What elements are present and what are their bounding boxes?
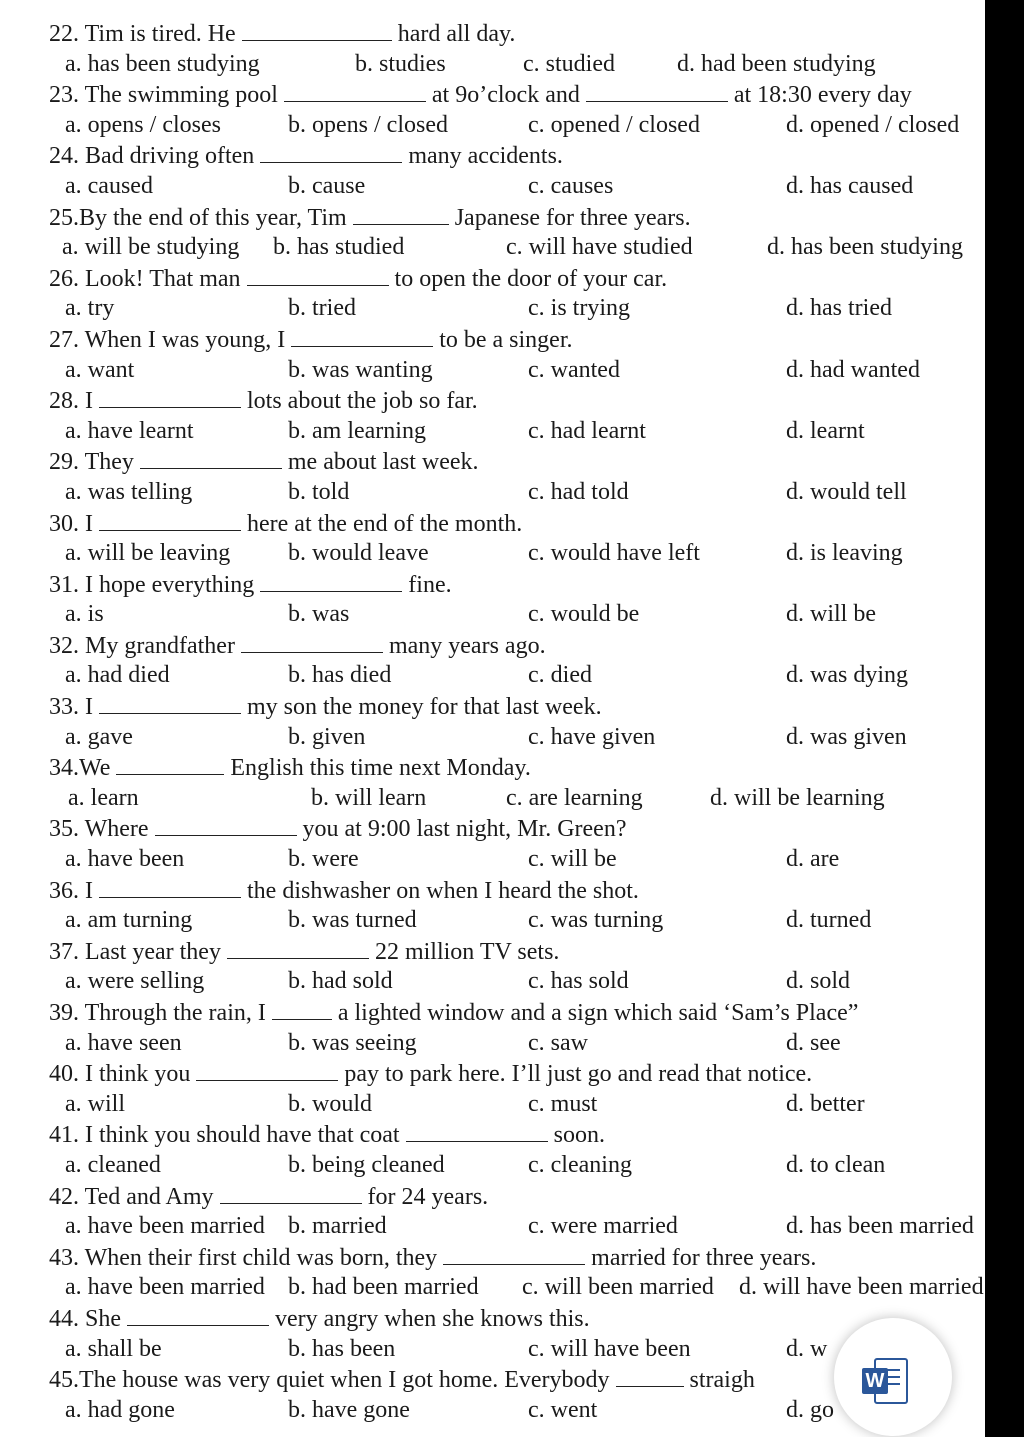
option-b: b. has died <box>288 662 392 689</box>
question-text-after: the dishwasher on when I heard the shot. <box>247 877 639 904</box>
question-36 <box>49 875 985 906</box>
question-number: 26. <box>49 265 79 292</box>
question-text: My grandfather <box>85 632 235 659</box>
question-number: 25. <box>49 204 79 231</box>
option-d: d. go <box>786 1396 834 1423</box>
question-22 <box>49 18 985 49</box>
option-b: b. would leave <box>288 540 429 567</box>
question-41 <box>49 1119 985 1150</box>
options-row <box>49 966 985 997</box>
question-text: When their first child was born, they <box>84 1244 438 1271</box>
question-35 <box>49 813 985 844</box>
option-a: a. will <box>65 1090 125 1117</box>
question-text-after: fine. <box>408 571 452 598</box>
option-b: b. tried <box>288 295 356 322</box>
option-d: d. had been studying <box>677 50 876 77</box>
option-d: d. would tell <box>786 478 907 505</box>
option-c: c. were married <box>528 1213 678 1240</box>
question-text-after: at 9o’clock and <box>431 82 580 109</box>
question-text: I <box>85 877 93 904</box>
answer-blank <box>116 752 224 775</box>
option-c: c. went <box>528 1396 598 1423</box>
option-b: b. has been <box>288 1335 396 1362</box>
question-text: Where <box>84 816 149 843</box>
answer-blank <box>127 1303 269 1326</box>
options-row <box>49 1150 985 1181</box>
question-text: I <box>85 388 93 415</box>
question-text: Through the rain, I <box>84 1000 266 1026</box>
option-d: d. see <box>786 1029 841 1056</box>
option-c: c. saw <box>528 1029 588 1056</box>
question-text-after: me about last week. <box>287 449 479 476</box>
question-text-end: at 18:30 every day <box>733 82 912 109</box>
answer-blank <box>220 1181 362 1204</box>
option-a: a. have been married <box>65 1274 265 1301</box>
answer-blank <box>616 1364 684 1387</box>
option-b: b. would <box>288 1090 372 1117</box>
options-row <box>49 1272 985 1303</box>
answer-blank <box>586 79 728 102</box>
question-text-after: many accidents. <box>408 143 563 170</box>
options-row <box>49 660 985 691</box>
option-b: b. married <box>288 1213 387 1240</box>
options-row <box>49 599 985 630</box>
option-b: b. had sold <box>288 968 393 995</box>
question-text: I hope everything <box>85 571 255 598</box>
question-number: 43. <box>49 1244 79 1271</box>
answer-blank <box>99 385 241 408</box>
question-text-after: soon. <box>553 1122 605 1149</box>
option-c: c. causes <box>528 172 614 199</box>
question-27 <box>49 324 985 355</box>
question-text-after: to open the door of your car. <box>394 265 668 292</box>
question-text: I <box>85 694 93 721</box>
option-d: d. was dying <box>786 662 908 689</box>
question-number: 28. <box>49 388 79 415</box>
option-c: c. are learning <box>506 784 643 811</box>
option-b: b. studies <box>355 50 446 77</box>
question-39 <box>49 997 985 1028</box>
option-b: b. cause <box>288 172 366 199</box>
answer-blank <box>353 202 449 225</box>
option-a: a. has been studying <box>65 50 260 77</box>
option-c: c. cleaning <box>528 1151 632 1178</box>
option-d: d. will be learning <box>710 784 885 811</box>
option-a: a. is <box>65 601 104 628</box>
question-text-after: for 24 years. <box>367 1183 489 1210</box>
options-row <box>49 355 985 386</box>
question-number: 36. <box>49 877 79 904</box>
question-number: 42. <box>49 1183 79 1210</box>
question-text: Bad driving often <box>85 143 255 170</box>
option-d: d. had wanted <box>786 356 920 383</box>
option-d: d. learnt <box>786 417 865 444</box>
option-b: b. told <box>288 478 350 505</box>
options-row <box>49 477 985 508</box>
question-text: We <box>79 755 111 782</box>
question-text-after: pay to park here. I’ll just go and read that notice. <box>344 1061 813 1088</box>
answer-blank <box>247 263 389 286</box>
option-b: b. given <box>288 723 366 750</box>
option-a: a. want <box>65 356 135 383</box>
option-c: c. studied <box>523 50 615 77</box>
option-d: d. has been studying <box>767 234 963 261</box>
option-b: b. has studied <box>273 234 405 261</box>
option-c: c. must <box>528 1090 598 1117</box>
answer-blank <box>227 936 369 959</box>
answer-blank <box>99 508 241 531</box>
option-a: a. try <box>65 295 115 322</box>
question-number: 45. <box>49 1367 79 1394</box>
options-row <box>49 1089 985 1120</box>
option-a: a. have learnt <box>65 417 194 444</box>
options-row <box>49 232 985 263</box>
answer-blank <box>99 875 241 898</box>
question-text-after: a lighted window and a sign which said ‘Sam’s Place” <box>337 1000 859 1026</box>
option-c: c. would be <box>528 601 640 628</box>
question-text: Look! That man <box>85 265 241 292</box>
option-d: d. has been married <box>786 1213 974 1240</box>
option-d: d. was given <box>786 723 907 750</box>
options-row <box>49 110 985 141</box>
question-text-after: here at the end of the month. <box>247 510 523 537</box>
question-26 <box>49 263 985 294</box>
question-33 <box>49 691 985 722</box>
option-a: a. learn <box>68 784 139 811</box>
option-b: b. was seeing <box>288 1029 417 1056</box>
option-c: c. will have been <box>528 1335 691 1362</box>
question-text: They <box>84 449 134 476</box>
option-d: d. will have been married <box>739 1274 984 1301</box>
option-c: c. will have studied <box>506 234 693 261</box>
option-b: b. had been married <box>288 1274 479 1301</box>
options-row <box>49 1211 985 1242</box>
question-text: Last year they <box>85 938 221 965</box>
question-text: By the end of this year, Tim <box>79 204 347 231</box>
option-a: a. am turning <box>65 907 193 934</box>
question-42 <box>49 1181 985 1212</box>
question-number: 44. <box>49 1305 79 1332</box>
answer-blank <box>155 813 297 836</box>
question-32 <box>49 630 985 661</box>
question-number: 41. <box>49 1122 79 1149</box>
question-34 <box>49 752 985 783</box>
question-text-after: you at 9:00 last night, Mr. Green? <box>302 816 627 843</box>
answer-blank <box>99 691 241 714</box>
question-text-after: Japanese for three years. <box>454 204 691 231</box>
option-d: d. better <box>786 1090 865 1117</box>
answer-blank <box>196 1058 338 1081</box>
question-text-after: many years ago. <box>388 632 546 659</box>
answer-blank <box>443 1242 585 1265</box>
option-d: d. will be <box>786 601 876 628</box>
question-23 <box>49 79 985 110</box>
option-d: d. w <box>786 1335 828 1362</box>
question-text: I <box>85 510 93 537</box>
option-a: a. caused <box>65 172 153 199</box>
question-number: 23. <box>49 82 79 109</box>
options-row <box>49 844 985 875</box>
microsoft-word-icon: W <box>860 1355 908 1407</box>
option-b: b. being cleaned <box>288 1151 445 1178</box>
question-24 <box>49 140 985 171</box>
option-c: c. would have left <box>528 540 700 567</box>
option-b: b. was <box>288 601 350 628</box>
option-b: b. will learn <box>311 784 427 811</box>
question-text-after: my son the money for that last week. <box>247 694 602 721</box>
question-text-after: hard all day. <box>397 21 516 47</box>
question-37 <box>49 936 985 967</box>
question-text: The swimming pool <box>84 82 278 109</box>
option-d: d. to clean <box>786 1151 886 1178</box>
options-row <box>49 293 985 324</box>
question-44 <box>49 1303 985 1334</box>
option-b: b. was turned <box>288 907 417 934</box>
option-c: c. opened / closed <box>528 111 700 138</box>
option-a: a. had died <box>65 662 170 689</box>
option-a: a. have seen <box>65 1029 182 1056</box>
answer-blank <box>260 569 402 592</box>
option-b: b. have gone <box>288 1396 410 1423</box>
question-30 <box>49 508 985 539</box>
option-a: a. opens / closes <box>65 111 221 138</box>
question-number: 29. <box>49 449 79 476</box>
options-row <box>49 783 985 814</box>
option-c: c. is trying <box>528 295 630 322</box>
option-a: a. gave <box>65 723 133 750</box>
option-b: b. am learning <box>288 417 426 444</box>
question-number: 30. <box>49 510 79 537</box>
option-a: a. was telling <box>65 478 193 505</box>
options-row <box>49 1028 985 1059</box>
question-text: I think you should have that coat <box>85 1122 400 1149</box>
question-text: She <box>85 1305 121 1332</box>
option-b: b. opens / closed <box>288 111 448 138</box>
option-a: a. will be leaving <box>65 540 231 567</box>
question-29 <box>49 446 985 477</box>
options-row <box>49 905 985 936</box>
question-number: 33. <box>49 694 79 721</box>
options-row <box>49 49 985 80</box>
option-d: d. turned <box>786 907 872 934</box>
question-number: 22. <box>49 21 79 47</box>
option-c: c. wanted <box>528 356 620 383</box>
question-text-after: lots about the job so far. <box>247 388 478 415</box>
option-c: c. died <box>528 662 592 689</box>
option-b: b. were <box>288 846 359 873</box>
answer-blank <box>291 324 433 347</box>
options-row <box>49 538 985 569</box>
option-d: d. has tried <box>786 295 892 322</box>
option-a: a. had gone <box>65 1396 175 1423</box>
option-a: a. have been <box>65 846 185 873</box>
question-number: 27. <box>49 326 79 353</box>
option-d: d. are <box>786 846 840 873</box>
question-text-after: married for three years. <box>591 1244 817 1271</box>
question-text-after: English this time next Monday. <box>230 755 531 782</box>
answer-blank <box>260 140 402 163</box>
question-text-after: very angry when she knows this. <box>275 1305 590 1332</box>
option-d: d. is leaving <box>786 540 903 567</box>
question-text-after: to be a singer. <box>439 326 573 353</box>
option-c: c. has sold <box>528 968 629 995</box>
option-d: d. opened / closed <box>786 111 960 138</box>
answer-blank <box>241 630 383 653</box>
question-number: 37. <box>49 938 79 965</box>
option-c: c. will be <box>528 846 617 873</box>
question-28 <box>49 385 985 416</box>
question-number: 34. <box>49 755 79 782</box>
option-c: c. will been married <box>522 1274 714 1301</box>
exercise-list <box>49 18 985 1425</box>
options-row <box>49 416 985 447</box>
question-number: 35. <box>49 816 79 843</box>
question-number: 32. <box>49 632 79 659</box>
question-40 <box>49 1058 985 1089</box>
option-c: c. had told <box>528 478 629 505</box>
question-31 <box>49 569 985 600</box>
question-text-after: straigh <box>689 1367 755 1394</box>
option-a: a. shall be <box>65 1335 162 1362</box>
answer-blank <box>406 1119 548 1142</box>
question-text: Tim is tired. He <box>84 21 236 47</box>
option-b: b. was wanting <box>288 356 433 383</box>
option-c: c. have given <box>528 723 656 750</box>
question-text: Ted and Amy <box>84 1183 214 1210</box>
question-text: I think you <box>85 1061 191 1088</box>
question-43 <box>49 1242 985 1273</box>
answer-blank <box>242 18 392 41</box>
option-c: c. had learnt <box>528 417 646 444</box>
option-a: a. were selling <box>65 968 205 995</box>
option-a: a. have been married <box>65 1213 265 1240</box>
question-text: The house was very quiet when I got home. Everybody <box>79 1367 610 1394</box>
option-a: a. will be studying <box>62 234 240 261</box>
option-d: d. has caused <box>786 172 914 199</box>
question-number: 39. <box>49 1000 79 1026</box>
question-text-after: 22 million TV sets. <box>374 938 560 965</box>
screen-edge <box>987 0 1024 1437</box>
question-text: When I was young, I <box>84 326 286 353</box>
question-number: 31. <box>49 571 79 598</box>
question-25 <box>49 202 985 233</box>
answer-blank <box>140 446 282 469</box>
option-d: d. sold <box>786 968 851 995</box>
answer-blank <box>272 997 332 1020</box>
question-number: 24. <box>49 143 79 170</box>
options-row <box>49 722 985 753</box>
option-a: a. cleaned <box>65 1151 161 1178</box>
answer-blank <box>284 79 426 102</box>
question-number: 40. <box>49 1061 79 1088</box>
option-c: c. was turning <box>528 907 664 934</box>
options-row <box>49 171 985 202</box>
